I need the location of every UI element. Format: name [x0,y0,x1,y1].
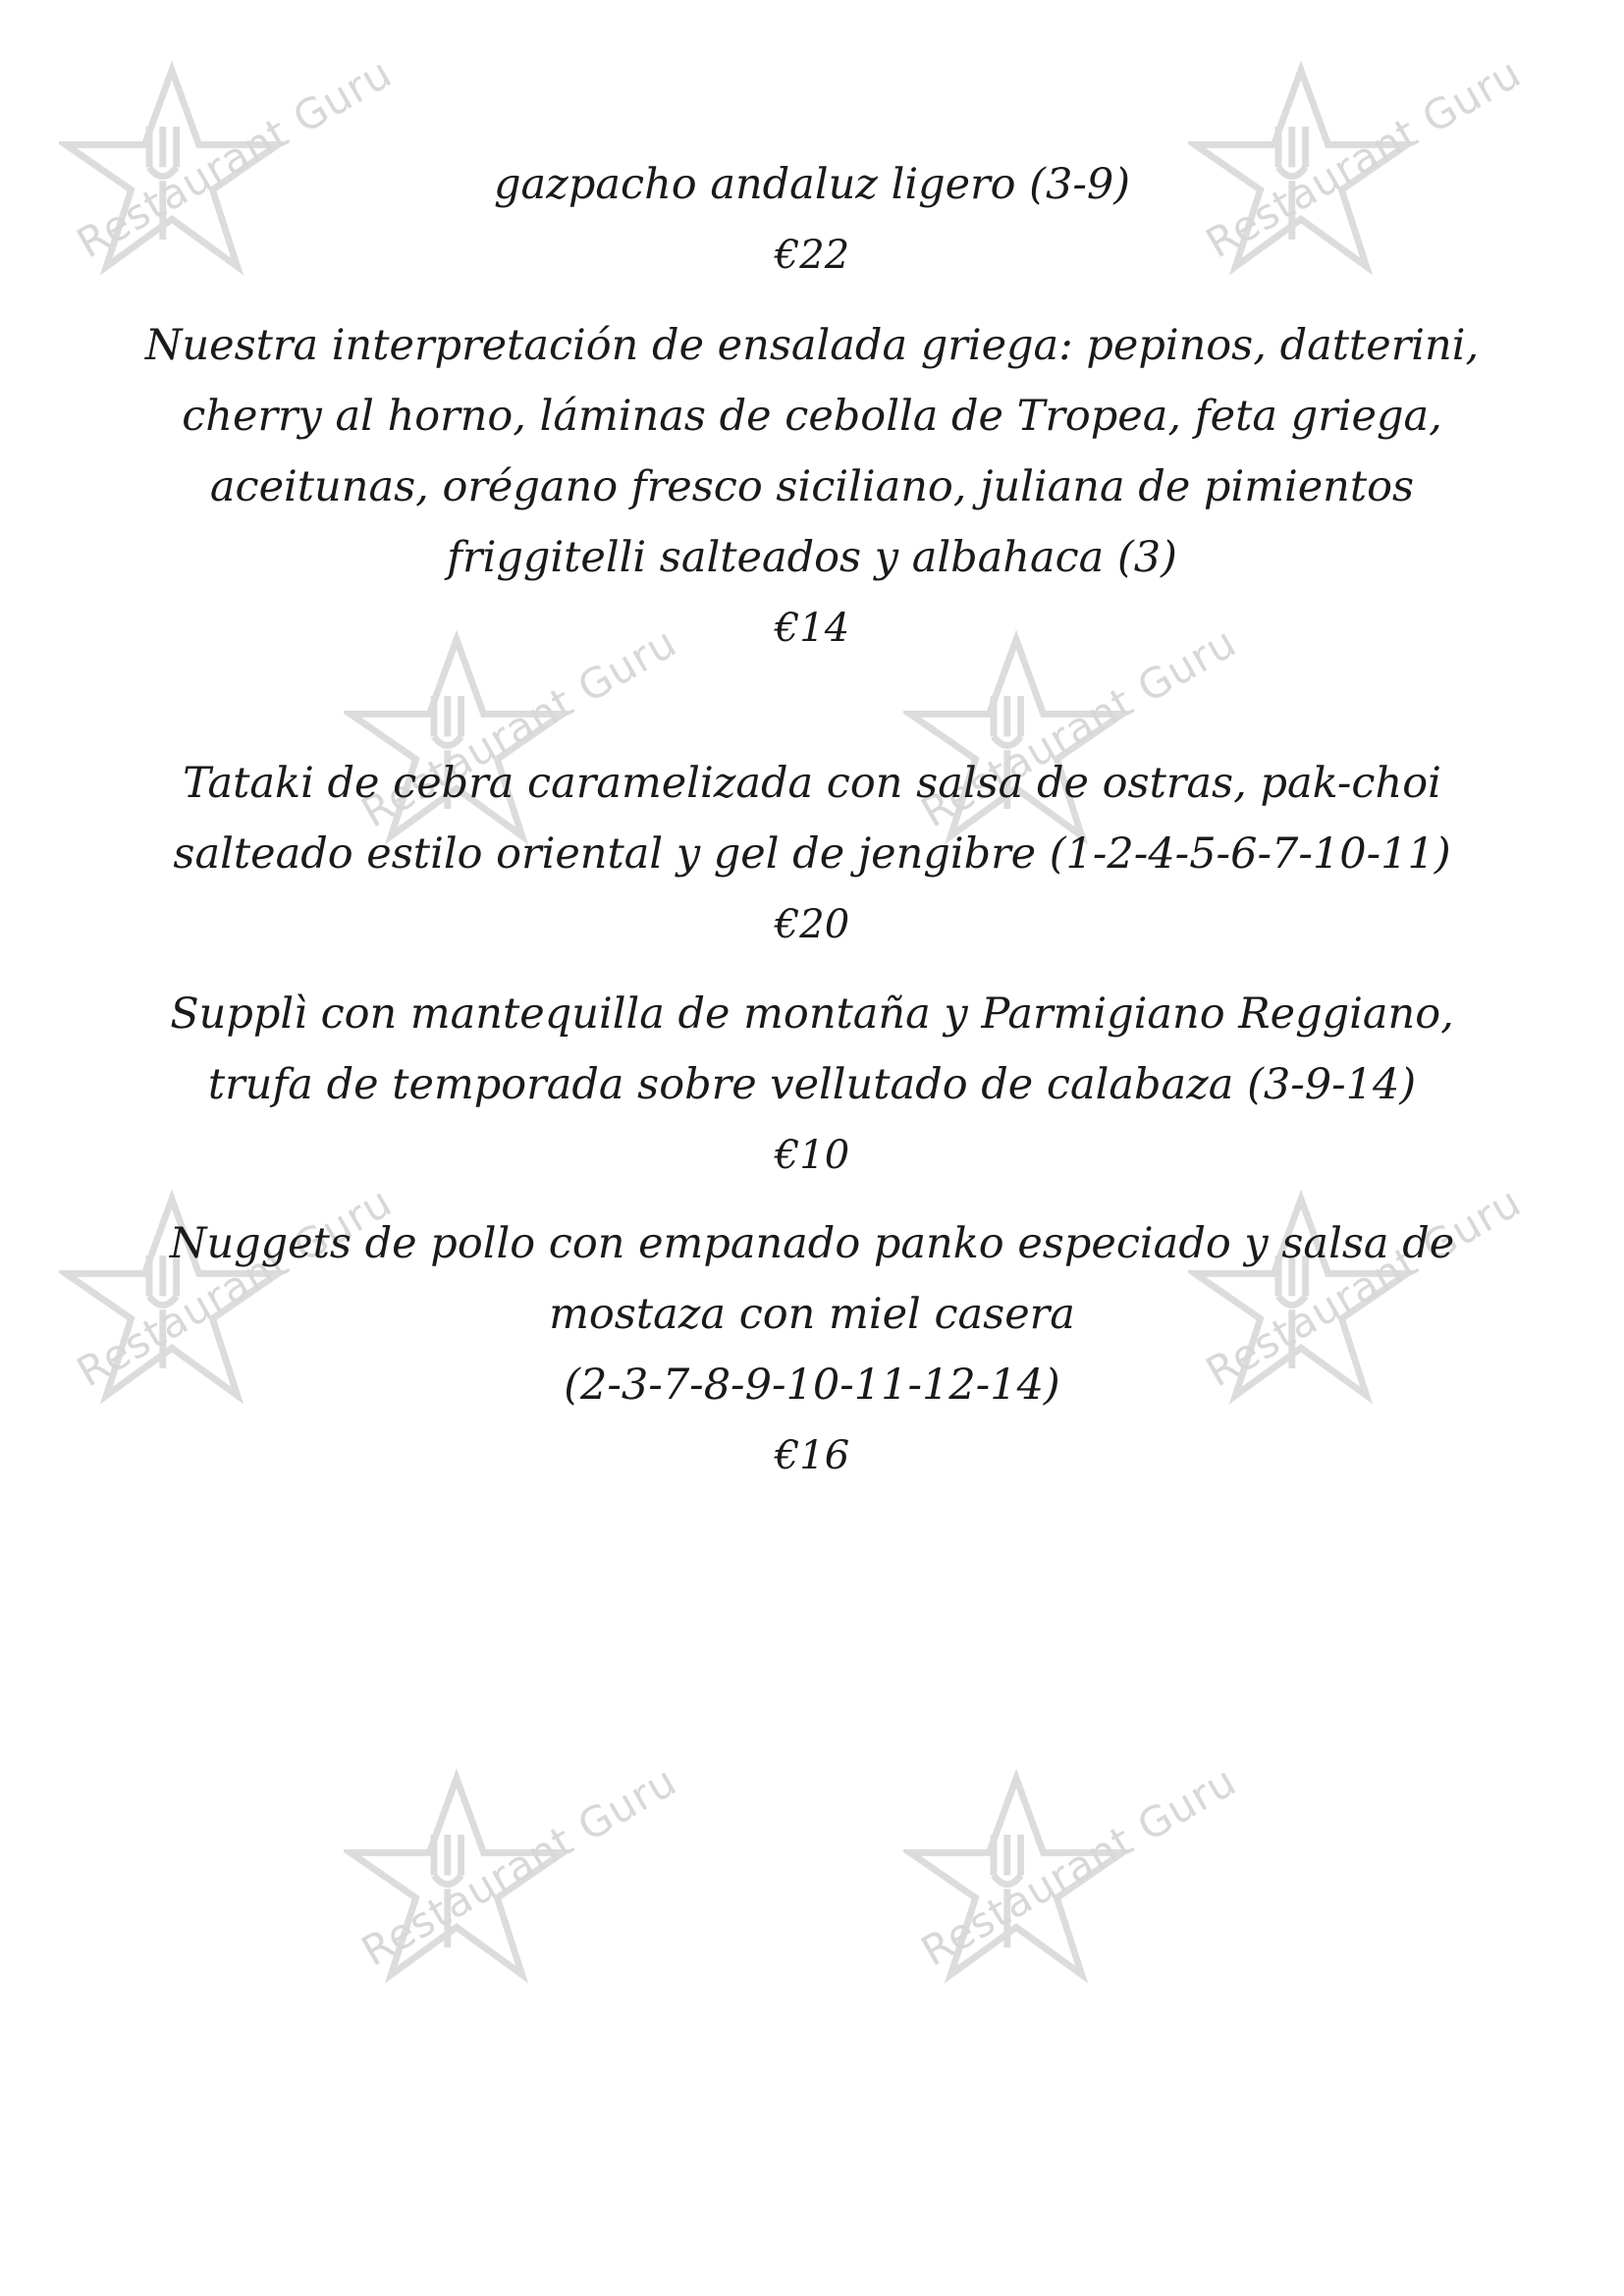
dish-description: cherry al horno, láminas de cebolla de Tropea, feta griega, [182,392,1442,441]
menu-item-suppli [0,979,1624,1191]
dish-description: Nuestra interpretación de ensalada griega: pepinos, datterini, [144,321,1480,370]
dish-description: aceitunas, orégano fresco siciliano, juliana de pimientos [209,462,1415,511]
star-fork-icon [344,1767,569,1993]
watermark-text: Restaurant Guru [353,1756,685,1976]
watermark-text: Restaurant Guru [913,1756,1245,1976]
dish-description: Tataki de cebra caramelizada con salsa de ostras, pak-choi [183,759,1441,808]
dish-price: €10 [774,1133,850,1178]
dish-description: friggitelli salteados y albahaca (3) [447,533,1177,582]
watermark-text: Restaurant Guru [1198,1177,1530,1397]
menu-item-chicken-nuggets [0,1208,1624,1491]
dish-price: €16 [774,1433,850,1478]
dish-description: (2-3-7-8-9-10-11-12-14) [564,1361,1060,1410]
dish-price: €14 [774,606,850,651]
watermark-text: Restaurant Guru [353,617,685,837]
dish-description: mostaza con miel casera [549,1290,1075,1339]
dish-price: €22 [774,233,850,278]
watermark [344,1756,685,2091]
watermark-text: Restaurant Guru [69,48,401,268]
dish-description: salteado estilo oriental y gel de jengibre (1-2-4-5-6-7-10-11) [173,829,1451,879]
watermark [903,1756,1245,2091]
watermark-text: Restaurant Guru [69,1177,401,1397]
menu-item-greek-salad [0,310,1624,664]
menu-item-zebra-tataki [0,748,1624,960]
menu-item-gazpacho [0,149,1624,291]
dish-description: gazpacho andaluz ligero (3-9) [494,160,1130,209]
dish-description: trufa de temporada sobre vellutado de calabaza (3-9-14) [207,1060,1417,1109]
dish-description: Nuggets de pollo con empanado panko especiado y salsa de [169,1219,1455,1268]
star-fork-icon [903,1767,1129,1993]
dish-description: Supplì con mantequilla de montaña y Parmigiano Reggiano, [170,989,1454,1039]
dish-price: €20 [774,902,850,947]
watermark-text: Restaurant Guru [1198,48,1530,268]
watermark-text: Restaurant Guru [913,617,1245,837]
